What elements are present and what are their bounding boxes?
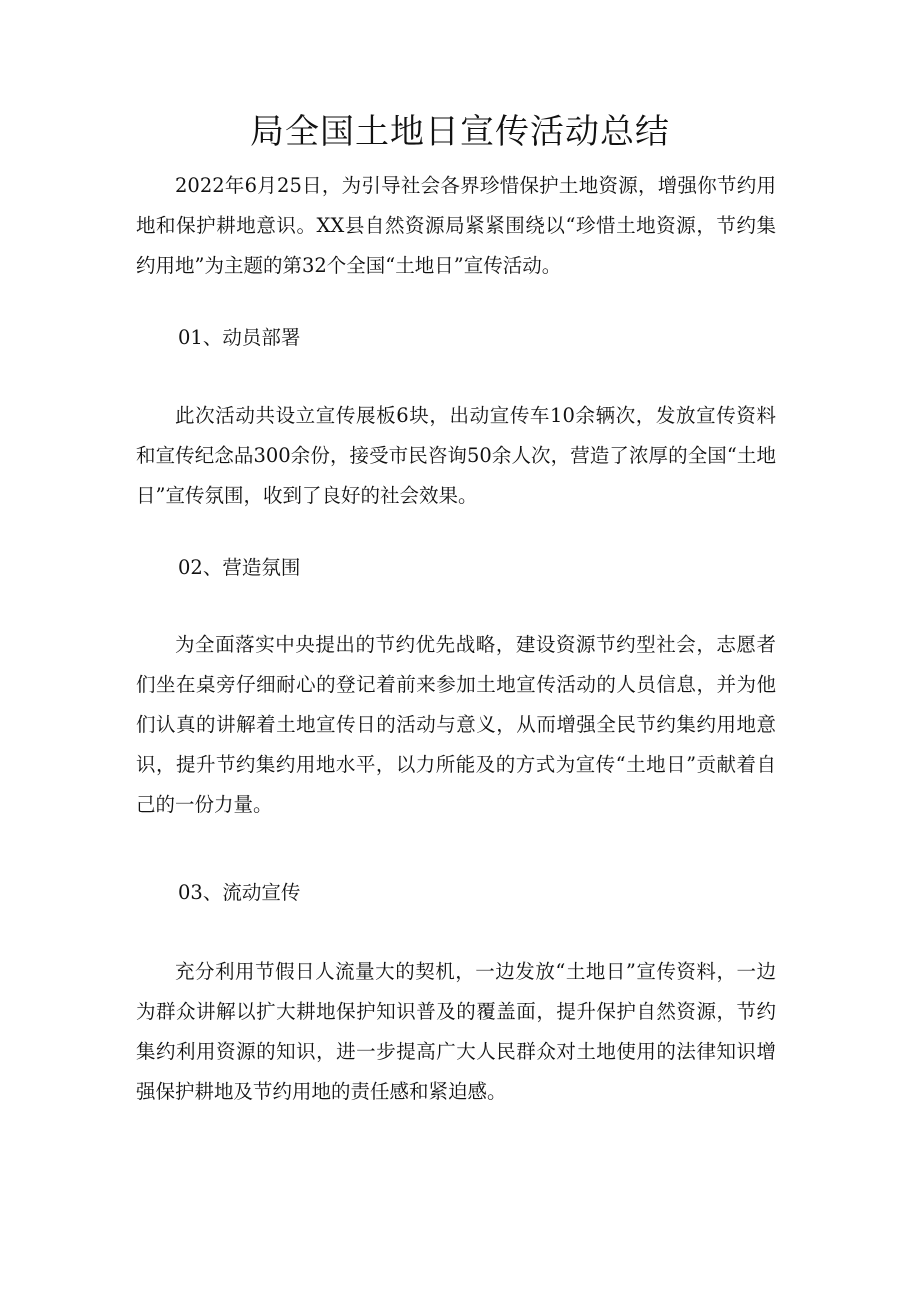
section-body-3: 充分利用节假日人流量大的契机，一边发放“土地日”宣传资料，一边为群众讲解以扩大耕地保护知识普及的覆盖面，提升保护自然资源，节约集约利用资源的知识，进一步提高广大人民群众对土地使用的法律知识增强保护耕地及节约用地的责任感和紧迫感。 [136, 960, 776, 1103]
section-heading-1: 01、动员部署 [178, 326, 301, 349]
section-body-1: 此次活动共设立宣传展板6块，出动宣传车10余辆次，发放宣传资料和宣传纪念品300余份，接受市民咨询50余人次，营造了浓厚的全国“土地日”宣传氛围，收到了良好的社会效果。 [136, 404, 776, 507]
section-body-2: 为全面落实中央提出的节约优先战略，建设资源节约型社会，志愿者们坐在桌旁仔细耐心的登记着前来参加土地宣传活动的人员信息，并为他们认真的讲解着土地宣传日的活动与意义，从而增强全民节约集约用地意识，提升节约集约用地水平，以力所能及的方式为宣传“土地日”贡献着自己的一份力量。 [136, 633, 776, 816]
document-title: 局全国土地日宣传活动总结 [250, 112, 670, 152]
section-heading-3: 03、流动宣传 [178, 881, 301, 904]
intro-paragraph: 2022年6月25日，为引导社会各界珍惜保护土地资源，增强你节约用地和保护耕地意识。XX县自然资源局紧紧围绕以“珍惜土地资源，节约集约用地”为主题的第32个全国“土地日”宣传活动。 [136, 174, 776, 277]
section-heading-2: 02、营造氛围 [178, 556, 301, 579]
